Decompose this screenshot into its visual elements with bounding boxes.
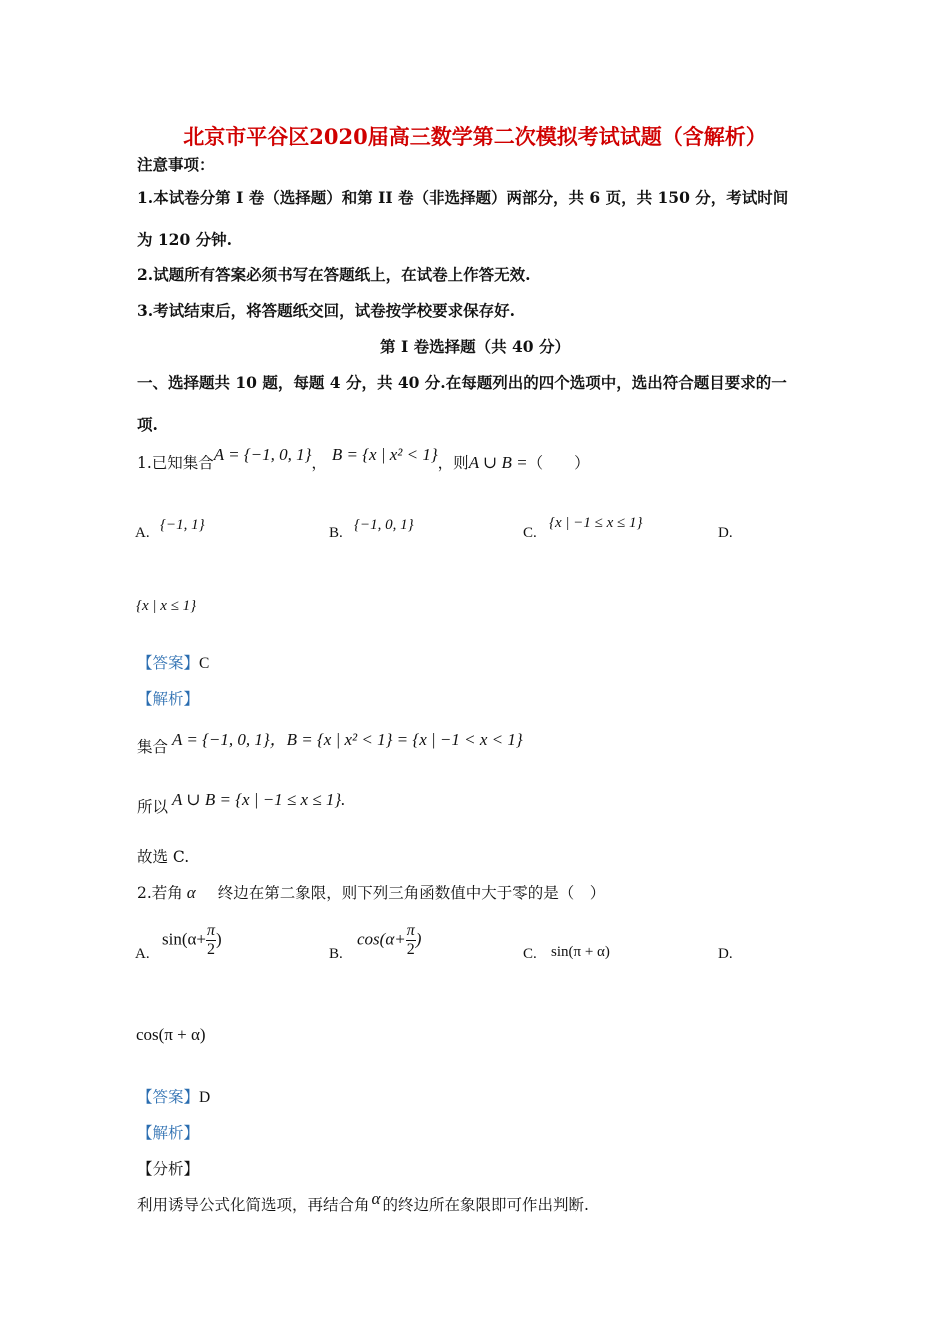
q2-option-a-label: A. (135, 946, 150, 962)
q1-answer-value: C (199, 655, 210, 672)
q1-paren: （ ） (527, 454, 590, 472)
q2-b-fn: cos(α+ (357, 929, 406, 949)
q2-answer-tag: 【答案】 (137, 1088, 200, 1106)
question-1-stem (137, 445, 590, 473)
q1-option-c-value: {x | −1 ≤ x ≤ 1} (549, 515, 643, 531)
q1-analysis-tag: 【解析】 (137, 690, 200, 708)
q2-option-a-value (162, 922, 222, 959)
q1-prefix: 1.已知集合 (137, 454, 214, 472)
q1-answer-tag: 【答案】 (137, 654, 200, 672)
q1-comma: ， (311, 454, 327, 472)
q2-option-b-label: B. (329, 946, 343, 962)
q2-alpha: α (186, 883, 196, 902)
q2-answer-value: D (199, 1089, 211, 1106)
q2-stem-text: 终边在第二象限，则下列三角函数值中大于零的是（ ） (217, 884, 606, 902)
document-title: 北京市平谷区2020届高三数学第二次模拟考试试题（含解析） (183, 124, 767, 149)
q2-analysis-alpha: α (371, 1189, 381, 1208)
q1-sol1-prefix: 集合 (137, 738, 169, 756)
q2-analysis-prefix: 利用诱导公式化简选项，再结合角 (137, 1196, 370, 1214)
q1-option-b-label: B. (329, 525, 343, 541)
q2-b-frac-den: 2 (406, 941, 415, 958)
q2-b-frac-num: π (406, 922, 415, 939)
q1-option-d-label: D. (718, 525, 733, 541)
q1-conclusion: 故选 C. (137, 848, 190, 866)
notice-heading: 注意事项： (137, 155, 215, 174)
q1-solution-line-2 (137, 790, 346, 817)
q2-option-d-label: D. (718, 946, 733, 962)
q1-sol2-math: A ∪ B = {x | −1 ≤ x ≤ 1}. (172, 790, 346, 809)
q1-sol2-prefix: 所以 (137, 798, 169, 816)
q2-option-c-value: sin(π + α) (551, 944, 610, 960)
question-2-stem (137, 883, 605, 903)
q2-a-fn: sin(α+ (162, 929, 206, 949)
q2-answer-line (137, 1087, 210, 1108)
notice-item-1-line-1: 1.本试卷分第 I 卷（选择题）和第 II 卷（非选择题）两部分，共 6 页，共 150 分，考试时间 (137, 188, 789, 207)
q2-option-b-value (357, 922, 421, 959)
q2-prefix: 2.若角 (137, 884, 183, 902)
q2-a-frac-den: 2 (207, 941, 215, 958)
q1-answer-line (137, 653, 209, 674)
q2-option-c-label: C. (523, 946, 537, 962)
notice-item-2: 2.试题所有答案必须书写在答题纸上，在试卷上作答无效. (137, 265, 531, 284)
q1-option-a-label: A. (135, 525, 150, 541)
q1-option-c-label: C. (523, 525, 537, 541)
section-instruction-line-2: 项. (137, 415, 158, 434)
q2-b-fraction (406, 922, 416, 959)
q1-solution-line-1 (137, 730, 523, 757)
notice-item-3: 3.考试结束后，将答题纸交回，试卷按学校要求保存好. (137, 301, 516, 320)
q2-analysis-suffix: 的终边所在象限即可作出判断. (382, 1196, 589, 1214)
q2-a-fraction (206, 922, 216, 959)
q1-option-d-value: {x | x ≤ 1} (136, 598, 197, 614)
q1-then: ，则 (437, 454, 469, 472)
q2-b-close: ) (415, 929, 422, 949)
section-instruction-line-1: 一、选择题共 10 题，每题 4 分，共 40 分.在每题列出的四个选项中，选出符合题目要求的一 (137, 373, 787, 392)
q2-a-frac-num: π (207, 922, 216, 939)
section-title: 第 I 卷选择题（共 40 分） (380, 337, 570, 356)
q2-a-close: ) (216, 929, 222, 949)
q1-set-a: A = {−1, 0, 1} (213, 445, 312, 464)
notice-item-1-line-2: 为 120 分钟. (137, 230, 233, 249)
q2-analysis-tag: 【解析】 (137, 1124, 200, 1142)
q1-set-b: B = {x | x² < 1} (331, 445, 438, 464)
q1-union: A ∪ B = (468, 453, 528, 472)
q2-analysis-text (137, 1189, 589, 1215)
q2-option-d-value: cos(π + α) (136, 1025, 206, 1044)
q2-analysis2-tag: 【分析】 (137, 1160, 200, 1178)
q1-sol1-math: A = {−1, 0, 1}，B = {x | x² < 1} = {x | −1 < x < 1} (172, 730, 523, 749)
q1-option-b-value: {−1, 0, 1} (354, 517, 414, 533)
q1-option-a-value: {−1, 1} (160, 517, 205, 533)
